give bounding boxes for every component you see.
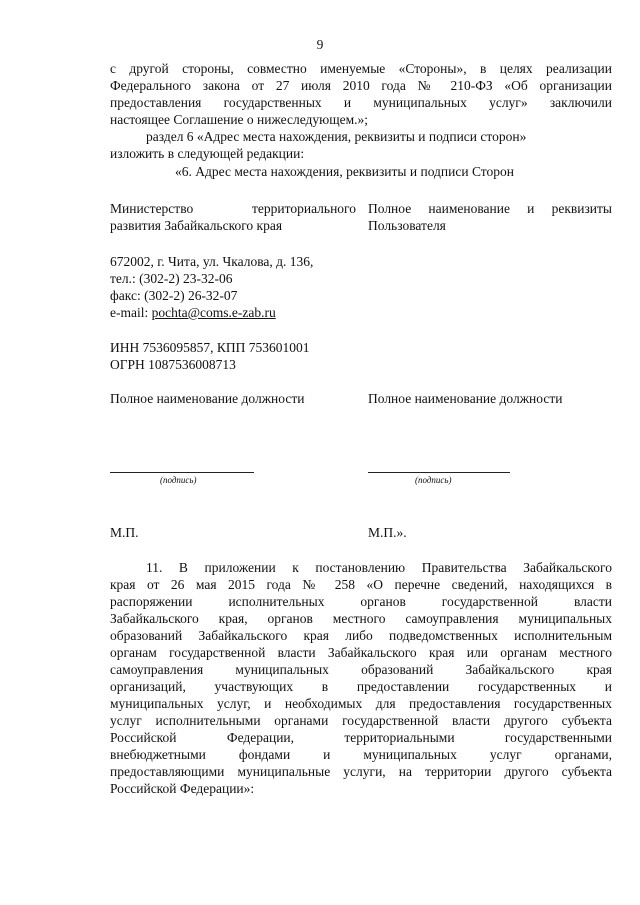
left-party-ogrn: ОГРН 1087536008713 bbox=[110, 357, 236, 372]
section6-line-2: изложить в следующей редакции: bbox=[110, 146, 305, 161]
intro-line-1: с другой стороны, совместно именуемые «Стороны», в целях реализации bbox=[110, 61, 612, 76]
left-party-name-1: Министерство территориального bbox=[110, 201, 356, 216]
right-party-position: Полное наименование должности bbox=[368, 391, 563, 406]
right-signature-caption: (подпись) bbox=[415, 475, 452, 485]
left-party-position: Полное наименование должности bbox=[110, 391, 305, 406]
email-link[interactable]: pochta@coms.e-zab.ru bbox=[151, 305, 276, 320]
item11-line-2: края от 26 мая 2015 года № 258 «О перечне сведений, находящихся в bbox=[110, 577, 612, 592]
item11-line-1: 11. В приложении к постановлению Правительства Забайкальского bbox=[146, 560, 612, 575]
intro-line-3: предоставления государственных и муниципальных услуг» заключили bbox=[110, 95, 612, 110]
left-party-name-2: развития Забайкальского края bbox=[110, 218, 283, 233]
item11-line-11: Российской Федерации, территориальными государственными bbox=[110, 730, 612, 745]
page-number: 9 bbox=[316, 37, 324, 52]
right-signature-line bbox=[368, 472, 510, 473]
item11-line-3: распоряжении исполнительных органов государственной власти bbox=[110, 594, 612, 609]
item11-line-12: внебюджетными фондами и муниципальных услуг органами, bbox=[110, 747, 612, 762]
left-stamp: М.П. bbox=[110, 525, 139, 540]
intro-line-4: настоящее Соглашение о нижеследующем.»; bbox=[110, 112, 369, 127]
right-party-name-2: Пользователя bbox=[368, 218, 446, 233]
item11-line-8: организаций, участвующих в предоставлении государственных и bbox=[110, 679, 612, 694]
intro-line-2: Федерального закона от 27 июля 2010 года № 210-ФЗ «Об организации bbox=[110, 78, 612, 93]
section6-heading: «6. Адрес места нахождения, реквизиты и подписи Сторон bbox=[175, 164, 514, 179]
left-party-phone: тел.: (302-2) 23-32-06 bbox=[110, 271, 233, 286]
item11-line-13: предоставляющими муниципальные услуги, на территории другого субъекта bbox=[110, 764, 612, 779]
left-party-address: 672002, г. Чита, ул. Чкалова, д. 136, bbox=[110, 254, 314, 269]
email-label: e-mail: bbox=[110, 305, 152, 320]
left-party-email-row bbox=[110, 305, 356, 321]
section6-line-1: раздел 6 «Адрес места нахождения, реквизиты и подписи сторон» bbox=[146, 129, 527, 144]
item11-line-5: образований Забайкальского края либо подведомственных исполнительным bbox=[110, 628, 612, 643]
item11-line-7: самоуправления муниципальных образований Забайкальского края bbox=[110, 662, 612, 677]
right-stamp: М.П.». bbox=[368, 525, 407, 540]
left-party-fax: факс: (302-2) 26-32-07 bbox=[110, 288, 238, 303]
item11-line-14: Российской Федерации»: bbox=[110, 781, 255, 796]
item11-line-10: услуг исполнительными органами государственной власти другого субъекта bbox=[110, 713, 612, 728]
left-party-inn-kpp: ИНН 7536095857, КПП 753601001 bbox=[110, 340, 310, 355]
left-signature-line bbox=[110, 472, 254, 473]
item11-line-9: муниципальных услуг, и необходимых для предоставления государственных bbox=[110, 696, 612, 711]
item11-line-6: органам государственной власти Забайкальского края или органам местного bbox=[110, 645, 612, 660]
left-signature-caption: (подпись) bbox=[160, 475, 197, 485]
item11-line-4: Забайкальского края, органов местного самоуправления муниципальных bbox=[110, 611, 612, 626]
right-party-name-1: Полное наименование и реквизиты bbox=[368, 201, 612, 216]
